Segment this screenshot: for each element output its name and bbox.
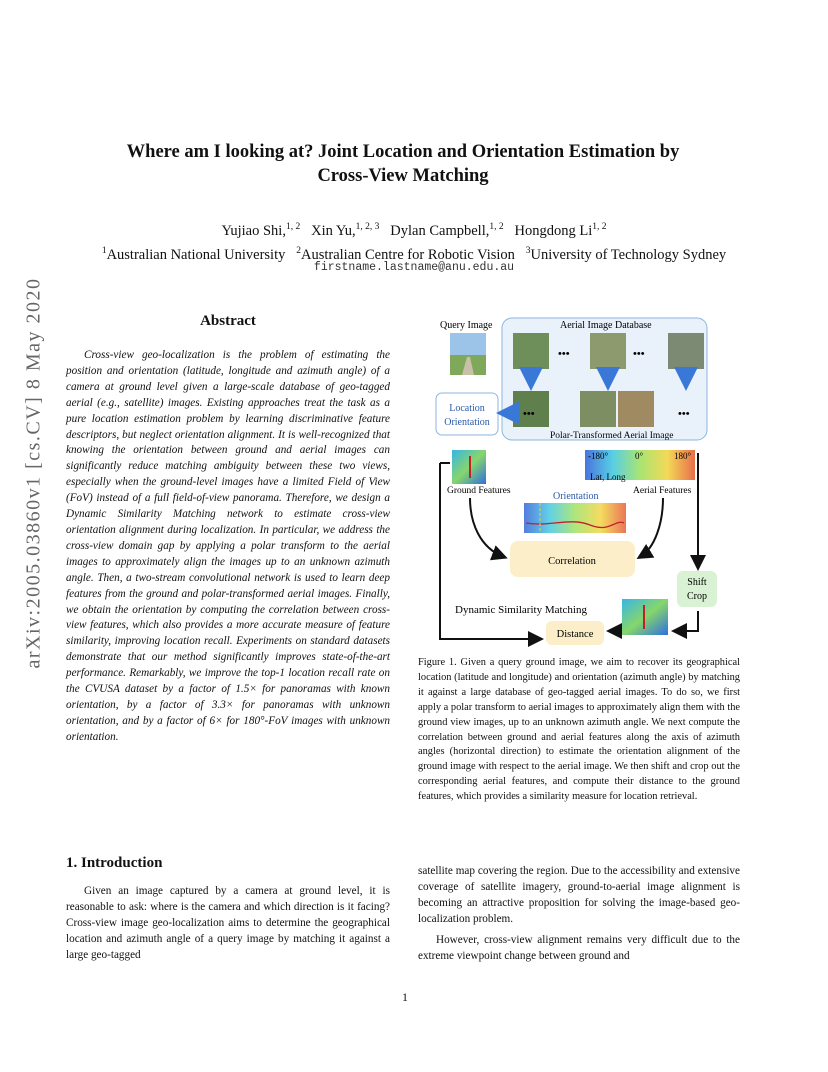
ground-to-correlation-arrow-icon [470, 498, 504, 557]
aerial-image-3 [668, 333, 704, 369]
lat-long-label: Lat, Long [590, 472, 626, 482]
ground-features-label: Ground Features [447, 486, 511, 496]
affiliation-name: Australian Centre for Robotic Vision [300, 246, 515, 263]
aerial-image-2 [590, 333, 626, 369]
angle-mid-label: 0° [635, 451, 644, 461]
polar-image-2 [580, 391, 616, 427]
title-line-2: Cross-View Matching [317, 166, 489, 186]
angle-right-label: 180° [674, 451, 692, 461]
author-name: Dylan Campbell, [390, 222, 490, 239]
arxiv-stamp-text: arXiv:2005.03860v1 [cs.CV] 8 May 2020 [22, 277, 45, 669]
dsm-label: Dynamic Similarity Matching [455, 604, 587, 616]
distance-label: Distance [556, 629, 594, 640]
author-affiliation-mark: 1, 2 [592, 222, 607, 232]
title-line-1: Where am I looking at? Joint Location and Orientation Estimation by [126, 142, 680, 162]
affiliation-number: 1 [101, 245, 107, 256]
introduction-paragraph: Given an image captured by a camera at ground level, it is reasonable to ask: where is the camera and which direction is it facing? Cross-view image geo-localization aims to determine the geographical location and azimuth angle of a query image by matching it against a large geo-tagged [66, 885, 390, 961]
polar-image-3 [618, 391, 654, 427]
page-number: 1 [402, 990, 408, 1004]
crop-label: Crop [687, 591, 707, 602]
author-name: Hongdong Li [514, 222, 593, 239]
location-label: Location [449, 403, 485, 414]
aerial-features-label: Aerial Features [633, 486, 692, 496]
figure-1-caption: Figure 1. Given a query ground image, we aim to recover its geographical location (latitude and longitude) and orientation (azimuth angle) by matching it against a large database of geo-tagged aerial images. To do so, we first apply a polar transform to aerial images to approximately align them with the ground view images, up to an unknown azimuth angle. We next compute the correlation between ground and aerial features along the axis of azimuth angles (horizontal direction) to estimate the orientation alignment of the ground image with respect to the aerial image. We then shift and crop out the corresponding aerial features, and compute their distance to the ground features, which provides a similarity measure for location retrieval. [418, 657, 741, 803]
author-affiliation-mark: 1, 2 [285, 222, 301, 232]
affiliation-number: 3 [525, 245, 531, 256]
author-name: Yujiao Shi, [221, 222, 286, 239]
right-column-paragraph-2: However, cross-view alignment remains very difficult due to the extreme viewpoint change between ground and [418, 934, 740, 962]
ellipsis: ••• [633, 348, 645, 360]
location-orientation-box [436, 393, 498, 435]
paper-title [70, 140, 736, 188]
introduction-heading: 1. Introduction [66, 855, 163, 871]
affiliation-number: 2 [296, 245, 301, 256]
correlation-label: Correlation [548, 556, 596, 567]
author-name: Xin Yu, [311, 222, 356, 239]
ellipsis: ••• [523, 408, 535, 420]
aerial-to-correlation-arrow-icon [640, 498, 663, 557]
polar-transformed-label: Polar-Transformed Aerial Image [550, 431, 674, 441]
abstract-heading: Abstract [200, 313, 256, 329]
correlation-map [524, 503, 626, 533]
query-image-thumbnail [450, 333, 486, 375]
figure-1-diagram [430, 313, 735, 648]
author-affiliation-mark: 1, 2, 3 [355, 222, 380, 232]
affiliation-name: University of Technology Sydney [530, 246, 727, 263]
ellipsis: ••• [678, 408, 690, 420]
abstract-body: Cross-view geo-localization is the problem of estimating the position and orientation (latitude, longitude and azimuth angle) of a camera at ground level given a large-scale database of geo-tagged aerial (e.g., satellite) images. Existing approaches treat the task as a pure location estimation problem by learning discriminative feature descriptors, but neglect orientation alignment. It is well-recognized that knowing the orientation between ground and aerial images can significantly reduce matching ambiguity between these two views, especially when the ground-level images have a limited Field of View (FoV) instead of a full field-of-view panorama. Therefore, we design a Dynamic Similarity Matching network to estimate cross-view orientation alignment during localization. In particular, we address the cross-view domain gap by applying a polar transform to the aerial images to approximately align the images up to an unknown azimuth angle. Then, a two-stream convolutional network is used to learn deep features from the ground and polar-transformed aerial images. Finally, we obtain the orientation by computing the correlation between cross-view features, which also provides a more accurate measure of feature similarity, improving location recall. Experiments on standard datasets demonstrate that our method significantly improves state-of-the-art performance. Remarkably, we improve the top-1 location recall rate on the CVUSA dataset by a factor of 1.5× for panoramas with known orientation, by a factor of 3.3× for panoramas with unknown orientation, and by a factor of 6× for 180°-FoV images with unknown orientation. [66, 349, 390, 743]
angle-left-label: -180° [588, 451, 609, 461]
aerial-database-label: Aerial Image Database [560, 320, 652, 331]
affiliation-name: Australian National University [106, 246, 286, 263]
aerial-image-1 [513, 333, 549, 369]
author-affiliation-mark: 1, 2 [489, 222, 504, 232]
shift-label: Shift [687, 577, 707, 588]
right-column-paragraph-1: satellite map covering the region. Due to the accessibility and extensive coverage of satellite imagery, ground-to-aerial image alignment is becoming an attractive proposition for solving the image-based geo-localization problem. [418, 865, 740, 925]
arxiv-stamp [12, 277, 56, 669]
query-image-label: Query Image [440, 320, 493, 331]
shift-to-crop-arrow-icon [675, 611, 698, 631]
author-block [60, 217, 768, 265]
author-email[interactable]: firstname.lastname@anu.edu.au [313, 261, 515, 274]
ellipsis: ••• [558, 348, 570, 360]
orientation-output-label: Orientation [444, 417, 490, 428]
author-names [60, 217, 768, 241]
orientation-label: Orientation [553, 491, 599, 502]
